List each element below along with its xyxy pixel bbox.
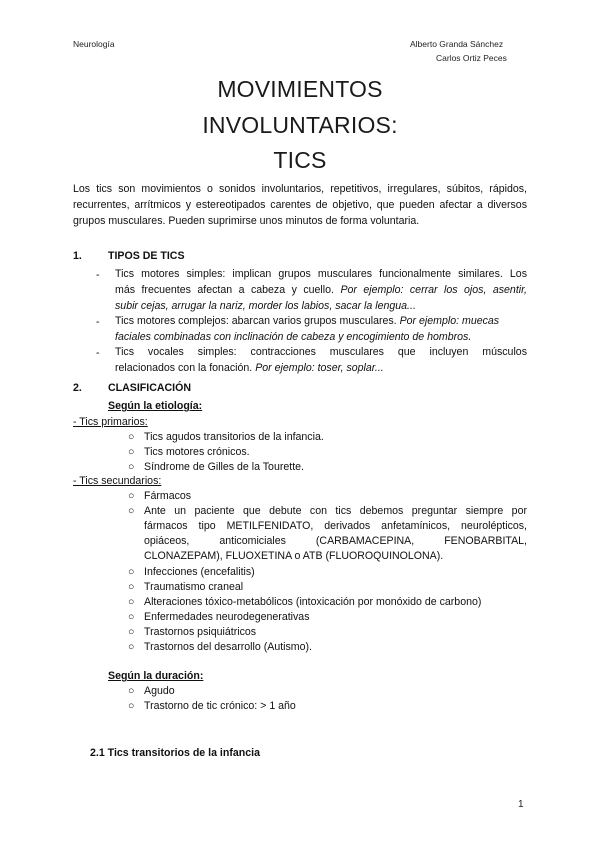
list-item: Tics motores complejos: abarcan varios grupos musculares. Por ejemplo: muecas faciales combinadas con inclinación de cabeza y encogimiento de hombros. bbox=[115, 315, 500, 343]
list-item: ○ Trastornos del desarrollo (Autismo). bbox=[128, 641, 312, 653]
list-item: ○ Tics motores crónicos. bbox=[128, 446, 250, 458]
list-item: ○ Trastorno de tic crónico: > 1 año bbox=[128, 700, 296, 712]
section-2-1-title: 2.1 Tics transitorios de la infancia bbox=[90, 747, 260, 759]
circle-bullet-icon: ○ bbox=[128, 566, 135, 578]
circle-bullet-icon: ○ bbox=[128, 505, 135, 517]
list-item: Tics motores simples: implican grupos musculares funcionalmente similares. Los más frecuentes afectan a cabeza y cuello. Por ejemplo: cerrar los ojos, asentir, subir cejas, arrugar la nariz, morder los labios, sacar la lengua... bbox=[115, 268, 527, 312]
dash-icon: - bbox=[96, 347, 100, 359]
list-item: ○ Ante un paciente que debute con tics debemos preguntar siempre por fármacos tipo METILFENIDATO, derivados anfetamínicos, neurolépticos, opiáceos, anticomiciales (CARBAMACEPINA, FENOBARBITAL, CLONAZEPAM), FLUOXETINA o ATB (FLUOROQUINOLONA). bbox=[128, 505, 527, 562]
header-left: Neurología bbox=[73, 39, 115, 49]
circle-bullet-icon: ○ bbox=[128, 685, 135, 697]
dash-icon: - bbox=[96, 269, 100, 281]
page-title-line-3: TICS bbox=[273, 147, 327, 173]
circle-bullet-icon: ○ bbox=[128, 490, 135, 502]
list-item: ○ Síndrome de Gilles de la Tourette. bbox=[128, 461, 304, 473]
header-author-2: Carlos Ortiz Peces bbox=[436, 53, 507, 63]
secundarios-list bbox=[128, 489, 527, 655]
list-item: ○ Infecciones (encefalitis) bbox=[128, 566, 255, 578]
circle-bullet-icon: ○ bbox=[128, 461, 135, 473]
intro-line: recurrentes, arrítmicos y estereotipados carentes de objetivo, que pueden afectar a diversos bbox=[73, 199, 527, 211]
circle-bullet-icon: ○ bbox=[128, 581, 135, 593]
circle-bullet-icon: ○ bbox=[128, 596, 135, 608]
intro-line: grupos musculares. Pueden suprimirse unos minutos de forma voluntaria. bbox=[73, 215, 420, 227]
list-item: Tics vocales simples: contracciones musculares que incluyen músculos relacionados con la fonación. Por ejemplo: toser, soplar... bbox=[115, 346, 527, 374]
intro-line: Los tics son movimientos o sonidos involuntarios, repetitivos, irregulares, súbitos, rápidos, bbox=[73, 183, 527, 195]
secundarios-label: - Tics secundarios: bbox=[73, 475, 162, 487]
header-author-1: Alberto Granda Sánchez bbox=[410, 39, 504, 49]
subheading-duracion: Según la duración: bbox=[108, 670, 204, 682]
dash-icon: - bbox=[96, 316, 100, 328]
list-item: ○ Trastornos psiquiátricos bbox=[128, 626, 257, 638]
section-1-number: 1. bbox=[73, 250, 82, 262]
page-number: 1 bbox=[518, 799, 524, 810]
circle-bullet-icon: ○ bbox=[128, 611, 135, 623]
list-item: ○ Alteraciones tóxico-metabólicos (intoxicación por monóxido de carbono) bbox=[128, 596, 482, 608]
page-title-line-1: MOVIMIENTOS bbox=[217, 76, 383, 102]
list-item: ○ Agudo bbox=[128, 685, 175, 697]
list-item: ○ Tics agudos transitorios de la infancia. bbox=[128, 431, 324, 443]
circle-bullet-icon: ○ bbox=[128, 641, 135, 653]
list-item: ○ Traumatismo craneal bbox=[128, 581, 244, 593]
section-2-number: 2. bbox=[73, 382, 82, 394]
subheading-etiologia: Según la etiología: bbox=[108, 400, 203, 412]
circle-bullet-icon: ○ bbox=[128, 446, 135, 458]
section-2-title: CLASIFICACIÓN bbox=[108, 382, 191, 394]
circle-bullet-icon: ○ bbox=[128, 431, 135, 443]
primarios-list bbox=[128, 430, 527, 475]
circle-bullet-icon: ○ bbox=[128, 626, 135, 638]
primarios-label: - Tics primarios: bbox=[73, 416, 148, 428]
page-title-line-2: INVOLUNTARIOS: bbox=[202, 112, 398, 138]
section-1-title: TIPOS DE TICS bbox=[108, 250, 185, 262]
list-item: ○ Fármacos bbox=[128, 490, 192, 502]
intro-paragraph bbox=[73, 181, 527, 229]
duracion-list bbox=[128, 684, 527, 714]
circle-bullet-icon: ○ bbox=[128, 700, 135, 712]
list-item: ○ Enfermedades neurodegenerativas bbox=[128, 611, 310, 623]
